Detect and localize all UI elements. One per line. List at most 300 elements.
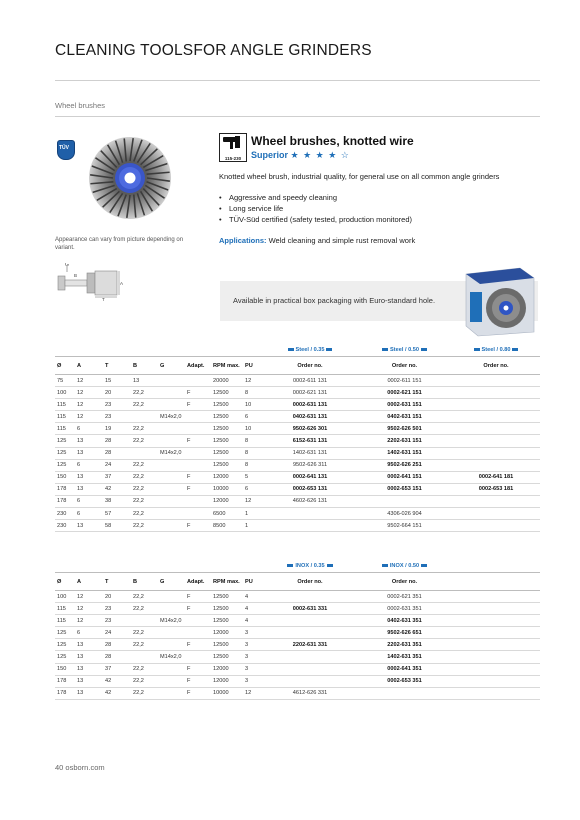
cell-pu: 8 <box>243 459 263 471</box>
order-number: 0002-631 151 <box>357 399 452 411</box>
cell-rpm: 12500 <box>211 603 243 615</box>
order-number: 2202-631 351 <box>357 639 452 651</box>
cell-rpm: 12500 <box>211 447 243 459</box>
product-title: Wheel brushes, knotted wire <box>251 134 414 148</box>
cell-pu: 10 <box>243 423 263 435</box>
cell-adapt: F <box>185 520 211 532</box>
column-header: Ø <box>55 573 75 591</box>
table-row <box>55 591 540 603</box>
cell-b: 22,2 <box>131 520 158 532</box>
feature-item: • TÜV-Süd certified (safety tested, production monitored) <box>219 214 412 225</box>
cell-rpm: 12500 <box>211 435 243 447</box>
order-number <box>263 508 357 520</box>
order-number <box>452 687 540 699</box>
cell-adapt <box>185 651 211 663</box>
cell-t: 37 <box>103 663 131 675</box>
table-row <box>55 423 540 435</box>
cell-d: 178 <box>55 483 75 495</box>
order-number <box>452 423 540 435</box>
table-row <box>55 663 540 675</box>
cell-t: 37 <box>103 471 131 483</box>
cell-g <box>158 508 185 520</box>
order-number: 9502-664 151 <box>357 520 452 532</box>
order-number <box>452 615 540 627</box>
order-number: 0002-631 331 <box>263 603 357 615</box>
cell-pu: 12 <box>243 495 263 507</box>
cell-t: 38 <box>103 495 131 507</box>
spec-table-inox <box>55 560 540 700</box>
cell-pu: 4 <box>243 603 263 615</box>
order-number <box>452 627 540 639</box>
cell-pu: 8 <box>243 447 263 459</box>
order-number: 9502-626 501 <box>357 423 452 435</box>
group-header: INOX / 0.50 <box>357 560 452 573</box>
page-footer: 40 osborn.com <box>55 763 105 772</box>
order-number: 9502-626 651 <box>357 627 452 639</box>
order-number <box>357 495 452 507</box>
table-row <box>55 639 540 651</box>
section-label: Wheel brushes <box>55 101 106 110</box>
order-number: 0002-641 351 <box>357 663 452 675</box>
order-number <box>263 615 357 627</box>
order-number: 0002-653 151 <box>357 483 452 495</box>
order-number: 0002-611 131 <box>263 375 357 387</box>
cell-d: 230 <box>55 520 75 532</box>
cell-d: 178 <box>55 495 75 507</box>
order-number: 9502-626 251 <box>357 459 452 471</box>
order-number: 0002-621 131 <box>263 387 357 399</box>
rating-stars: ★ ★ ★ ★ ☆ <box>290 150 350 160</box>
order-number: 1402-631 131 <box>263 447 357 459</box>
cell-t: 23 <box>103 399 131 411</box>
cell-pu: 10 <box>243 399 263 411</box>
cell-rpm: 10000 <box>211 483 243 495</box>
cell-b: 22,2 <box>131 627 158 639</box>
order-number <box>452 651 540 663</box>
table-row <box>55 615 540 627</box>
column-header: RPM max. <box>211 357 243 375</box>
cell-d: 115 <box>55 615 75 627</box>
column-header: Order no. <box>263 573 357 591</box>
column-header: PU <box>243 573 263 591</box>
page-title: CLEANING TOOLSFOR ANGLE GRINDERS <box>55 42 372 59</box>
cell-adapt: F <box>185 687 211 699</box>
order-number <box>452 495 540 507</box>
cell-g <box>158 471 185 483</box>
cell-g <box>158 399 185 411</box>
order-number <box>263 651 357 663</box>
cell-adapt: F <box>185 603 211 615</box>
table-row <box>55 471 540 483</box>
cell-rpm: 12000 <box>211 495 243 507</box>
cell-t: 23 <box>103 603 131 615</box>
cell-pu: 12 <box>243 687 263 699</box>
table-row <box>55 495 540 507</box>
cell-pu: 4 <box>243 591 263 603</box>
cell-d: 115 <box>55 399 75 411</box>
order-number: 0002-621 151 <box>357 387 452 399</box>
svg-text:A: A <box>120 281 124 286</box>
table-row <box>55 508 540 520</box>
cell-d: 100 <box>55 591 75 603</box>
table-row <box>55 447 540 459</box>
cell-b <box>131 447 158 459</box>
column-header: Ø <box>55 357 75 375</box>
order-number <box>263 663 357 675</box>
applications-text: Weld cleaning and simple rust removal work <box>266 236 416 245</box>
cell-a: 13 <box>75 663 103 675</box>
order-number <box>452 435 540 447</box>
cell-d: 125 <box>55 651 75 663</box>
order-number <box>452 459 540 471</box>
order-number <box>452 387 540 399</box>
svg-text:B: B <box>74 273 78 278</box>
cell-t: 24 <box>103 459 131 471</box>
cell-t: 28 <box>103 447 131 459</box>
cell-adapt: F <box>185 591 211 603</box>
cell-adapt <box>185 508 211 520</box>
cell-rpm: 12500 <box>211 387 243 399</box>
cell-pu: 1 <box>243 520 263 532</box>
cell-g: M14x2,0 <box>158 651 185 663</box>
table-row <box>55 387 540 399</box>
cell-g <box>158 520 185 532</box>
order-number: 4612-626 331 <box>263 687 357 699</box>
column-header: RPM max. <box>211 573 243 591</box>
cell-a: 13 <box>75 471 103 483</box>
order-number: 0002-641 181 <box>452 471 540 483</box>
cell-rpm: 8500 <box>211 520 243 532</box>
cell-adapt: F <box>185 471 211 483</box>
cell-g <box>158 387 185 399</box>
order-number <box>452 411 540 423</box>
cell-adapt <box>185 615 211 627</box>
order-number: 0002-611 151 <box>357 375 452 387</box>
cell-g: M14x2,0 <box>158 411 185 423</box>
cell-rpm: 10000 <box>211 687 243 699</box>
cell-b: 22,2 <box>131 459 158 471</box>
cell-pu: 12 <box>243 375 263 387</box>
order-number <box>452 447 540 459</box>
cell-rpm: 12500 <box>211 591 243 603</box>
cell-pu: 8 <box>243 387 263 399</box>
cell-a: 12 <box>75 411 103 423</box>
cell-d: 178 <box>55 687 75 699</box>
cell-d: 125 <box>55 639 75 651</box>
cell-b: 22,2 <box>131 435 158 447</box>
angle-grinder-icon <box>219 133 247 162</box>
cell-pu: 4 <box>243 615 263 627</box>
cell-d: 115 <box>55 603 75 615</box>
cell-a: 13 <box>75 675 103 687</box>
cell-pu: 6 <box>243 411 263 423</box>
feature-item: • Aggressive and speedy cleaning <box>219 192 412 203</box>
column-header: Order no. <box>263 357 357 375</box>
table-row <box>55 687 540 699</box>
column-header: Order no. <box>357 573 452 591</box>
cell-b: 22,2 <box>131 639 158 651</box>
cell-b: 22,2 <box>131 471 158 483</box>
cell-a: 13 <box>75 435 103 447</box>
cell-d: 150 <box>55 663 75 675</box>
cell-adapt: F <box>185 399 211 411</box>
cell-adapt <box>185 423 211 435</box>
cell-b <box>131 615 158 627</box>
cell-adapt: F <box>185 675 211 687</box>
order-number: 4306-026 904 <box>357 508 452 520</box>
table-row <box>55 399 540 411</box>
group-header: INOX / 0.35 <box>263 560 357 573</box>
order-number <box>263 675 357 687</box>
order-number <box>452 399 540 411</box>
svg-text:T: T <box>102 297 105 302</box>
dimension-diagram <box>55 263 125 303</box>
cell-d: 125 <box>55 459 75 471</box>
cell-rpm: 12500 <box>211 399 243 411</box>
group-header: Steel / 0.80 <box>452 344 540 357</box>
cell-adapt: F <box>185 435 211 447</box>
cell-t: 28 <box>103 651 131 663</box>
cell-t: 42 <box>103 483 131 495</box>
cell-g <box>158 435 185 447</box>
table-row <box>55 651 540 663</box>
column-header: T <box>103 357 131 375</box>
cell-t: 24 <box>103 627 131 639</box>
order-number: 6152-631 131 <box>263 435 357 447</box>
order-number: 0402-631 131 <box>263 411 357 423</box>
order-number: 9502-626 301 <box>263 423 357 435</box>
order-number: 2202-631 331 <box>263 639 357 651</box>
cell-b <box>131 411 158 423</box>
cell-adapt: F <box>185 387 211 399</box>
order-number <box>452 508 540 520</box>
table-row <box>55 435 540 447</box>
column-header: A <box>75 573 103 591</box>
rpm-range-label: 115-230 <box>224 156 242 161</box>
cell-g <box>158 687 185 699</box>
cell-g <box>158 639 185 651</box>
cell-pu: 3 <box>243 675 263 687</box>
applications-label: Applications: <box>219 236 267 245</box>
divider <box>55 116 540 117</box>
wheel-brush-image <box>88 136 172 220</box>
column-header: Order no. <box>452 357 540 375</box>
order-number: 0002-621 351 <box>357 591 452 603</box>
cell-rpm: 20000 <box>211 375 243 387</box>
cell-g <box>158 591 185 603</box>
cell-t: 20 <box>103 387 131 399</box>
cell-d: 230 <box>55 508 75 520</box>
spec-table-steel <box>55 344 540 532</box>
cell-a: 12 <box>75 615 103 627</box>
column-header: Order no. <box>357 357 452 375</box>
cell-a: 6 <box>75 459 103 471</box>
cell-d: 125 <box>55 447 75 459</box>
cell-b: 22,2 <box>131 495 158 507</box>
cell-adapt: F <box>185 639 211 651</box>
cell-g <box>158 459 185 471</box>
cell-rpm: 12000 <box>211 627 243 639</box>
column-header: Adapt. <box>185 573 211 591</box>
column-header: G <box>158 573 185 591</box>
column-header: PU <box>243 357 263 375</box>
order-number <box>357 687 452 699</box>
cell-t: 57 <box>103 508 131 520</box>
table-row <box>55 627 540 639</box>
cell-d: 125 <box>55 627 75 639</box>
column-header: B <box>131 573 158 591</box>
cell-d: 75 <box>55 375 75 387</box>
column-header: Adapt. <box>185 357 211 375</box>
table-row <box>55 411 540 423</box>
cell-a: 13 <box>75 447 103 459</box>
cell-b: 22,2 <box>131 508 158 520</box>
table-row <box>55 483 540 495</box>
group-header: Steel / 0.35 <box>263 344 357 357</box>
cell-t: 20 <box>103 591 131 603</box>
cell-a: 13 <box>75 651 103 663</box>
cell-pu: 3 <box>243 627 263 639</box>
order-number: 0002-653 181 <box>452 483 540 495</box>
column-header <box>452 573 540 591</box>
order-number <box>452 639 540 651</box>
cell-a: 6 <box>75 508 103 520</box>
cell-rpm: 12000 <box>211 471 243 483</box>
cell-d: 125 <box>55 435 75 447</box>
cell-g: M14x2,0 <box>158 447 185 459</box>
cell-t: 23 <box>103 615 131 627</box>
order-number <box>452 603 540 615</box>
cell-b: 22,2 <box>131 387 158 399</box>
order-number: 9502-626 311 <box>263 459 357 471</box>
cell-pu: 3 <box>243 663 263 675</box>
cell-g <box>158 675 185 687</box>
table-row <box>55 675 540 687</box>
cell-rpm: 12500 <box>211 651 243 663</box>
cell-b: 22,2 <box>131 399 158 411</box>
cell-adapt <box>185 495 211 507</box>
cell-pu: 5 <box>243 471 263 483</box>
cell-g <box>158 627 185 639</box>
appearance-note: Appearance can vary from picture depending on variant. <box>55 237 184 251</box>
table-row <box>55 375 540 387</box>
cell-g <box>158 495 185 507</box>
cell-d: 115 <box>55 423 75 435</box>
column-header: A <box>75 357 103 375</box>
order-number: 1402-631 151 <box>357 447 452 459</box>
cell-t: 42 <box>103 675 131 687</box>
cell-b: 22,2 <box>131 663 158 675</box>
cell-a: 6 <box>75 423 103 435</box>
feature-list <box>219 192 412 225</box>
tuv-badge-text: TÜV <box>59 145 69 151</box>
order-number <box>263 591 357 603</box>
divider <box>55 80 540 81</box>
order-number: 4602-626 131 <box>263 495 357 507</box>
cell-g <box>158 423 185 435</box>
product-description: Knotted wheel brush, industrial quality, for general use on all common angle grinders <box>219 172 500 181</box>
cell-adapt <box>185 447 211 459</box>
cell-t: 28 <box>103 435 131 447</box>
cell-rpm: 12500 <box>211 411 243 423</box>
cell-rpm: 12500 <box>211 423 243 435</box>
cell-a: 13 <box>75 483 103 495</box>
cell-t: 58 <box>103 520 131 532</box>
cell-g <box>158 483 185 495</box>
cell-a: 12 <box>75 375 103 387</box>
cell-g: M14x2,0 <box>158 615 185 627</box>
cell-pu: 1 <box>243 508 263 520</box>
cell-pu: 3 <box>243 639 263 651</box>
cell-a: 12 <box>75 399 103 411</box>
packaging-note: Available in practical box packaging with Euro-standard hole. <box>233 296 436 305</box>
cell-adapt <box>185 459 211 471</box>
column-header: T <box>103 573 131 591</box>
cell-d: 115 <box>55 411 75 423</box>
order-number: 2202-631 151 <box>357 435 452 447</box>
cell-d: 178 <box>55 675 75 687</box>
cell-b: 22,2 <box>131 483 158 495</box>
cell-b: 22,2 <box>131 687 158 699</box>
cell-rpm: 12500 <box>211 639 243 651</box>
cell-g <box>158 663 185 675</box>
order-number <box>263 520 357 532</box>
tuv-badge-icon <box>57 140 75 160</box>
cell-b: 13 <box>131 375 158 387</box>
cell-rpm: 12000 <box>211 675 243 687</box>
cell-rpm: 12500 <box>211 615 243 627</box>
cell-adapt <box>185 627 211 639</box>
order-number <box>452 591 540 603</box>
cell-d: 150 <box>55 471 75 483</box>
order-number: 0402-631 351 <box>357 615 452 627</box>
cell-pu: 3 <box>243 651 263 663</box>
cell-a: 12 <box>75 591 103 603</box>
order-number: 0002-641 131 <box>263 471 357 483</box>
cell-b: 22,2 <box>131 675 158 687</box>
grade-label <box>251 150 350 161</box>
cell-pu: 6 <box>243 483 263 495</box>
cell-a: 13 <box>75 520 103 532</box>
cell-t: 19 <box>103 423 131 435</box>
order-number: 1402-631 351 <box>357 651 452 663</box>
cell-t: 15 <box>103 375 131 387</box>
order-number: 0002-631 131 <box>263 399 357 411</box>
order-number: 0402-631 151 <box>357 411 452 423</box>
order-number: 0002-653 351 <box>357 675 452 687</box>
cell-t: 28 <box>103 639 131 651</box>
order-number <box>452 675 540 687</box>
cell-adapt: F <box>185 483 211 495</box>
svg-text:G: G <box>65 263 69 268</box>
cell-b: 22,2 <box>131 603 158 615</box>
table-row <box>55 459 540 471</box>
cell-a: 12 <box>75 603 103 615</box>
cell-b <box>131 651 158 663</box>
grade-name: Superior <box>251 150 289 160</box>
cell-g <box>158 375 185 387</box>
cell-a: 13 <box>75 687 103 699</box>
feature-item: • Long service life <box>219 203 412 214</box>
cell-g <box>158 603 185 615</box>
table-row <box>55 520 540 532</box>
cell-rpm: 12500 <box>211 459 243 471</box>
order-number <box>452 375 540 387</box>
cell-adapt <box>185 375 211 387</box>
cell-b: 22,2 <box>131 591 158 603</box>
cell-pu: 8 <box>243 435 263 447</box>
order-number: 0002-641 151 <box>357 471 452 483</box>
